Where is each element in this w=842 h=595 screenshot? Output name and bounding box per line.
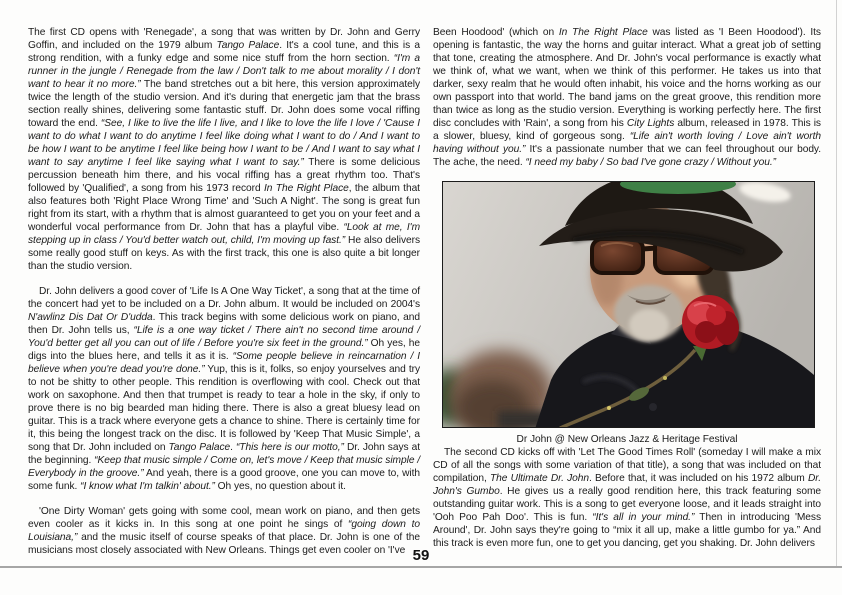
paragraph: The first CD opens with 'Renegade', a song that was written by Dr. John and Gerry Goffin, and included on the 1979 album Tango Palace. It's a cool tune, and this is a strong rendition, with a funky edge and some nice stuff from the horn section. “I'm a runner in the jungle / Renegade from the law / Don't talk to me about morality / I don't want to hear it no more.” The band stretches out a bit here, this version approximately twice the length of the studio version. And it's during that energetic jam that the brass section really shines, delivering some fantastic stuff. Dr. John does some vocal riffing toward the end. “See, I like to live the life I live, and I like to love the life I love / 'Cause I want to do what I want to do anytime I feel like doing what I want to do / And I want to be how I want to be anytime I feel like being how I want to be / And I want to say what I want to say anytime I feel like saying what I want to say.” There is some delicious percussion beneath him there, and his vocal riffing has a great rhythm too. That's followed by 'Qualified', a song from his 1973 record In The Right Place, the album that also features both 'Right Place Wrong Time' and 'Such A Night'. The song is great fun right from its start, with a rhythm that is almost guaranteed to get you on your feet and a wonderful vocal performance from Dr. John that has a playful vibe. “Look at me, I'm stepping up in class / You'd better watch out, child, I'm moving up fast.” He also delivers some really good stuff on keys. As with the first track, this one is also quite a bit longer than the studio version.: [28, 27, 420, 272]
photo-figure: [442, 181, 813, 446]
rose-petal: [695, 321, 717, 343]
dr-john-photo: [442, 181, 815, 428]
footer-divider: [0, 566, 842, 568]
stem-speck: [607, 406, 611, 410]
goatee: [629, 309, 669, 341]
page-number: 59: [412, 547, 430, 564]
shirt-button: [649, 403, 657, 411]
paragraph: Dr. John delivers a good cover of 'Life Is A One Way Ticket', a song that at the time of the concert had yet to be included on a Dr. John album. It would be included on 2004's N'awlinz Dis Dat Or D'udda. This track begins with some delicious work on piano, and then Dr. John tells us, “Life is a one way ticket / There ain't no second time around / You'd better get all you can out of life / Before you're six feet in the ground.” Oh yes, he digs into the blues here, and tells it as it is. “Some people believe in reincarnation / I believe when you're dead you're done.” Yup, this is it, folks, so enjoy yourselves and try to not be shitty to other people. This rendition is overflowing with cool. Check out that work on saxophone. And then that trumpet is ready to tear a hole in the sky, if only to prove there is no big bearded man hiding there. There is also a great bluesy lead on guitar. This is a track where everyone gets a chance to shine. There is certainly time for it, this being the longest track on the disc. It is followed by 'Keep That Music Simple', a song that Dr. John included on Tango Palace. “This here is our motto,” Dr. John says at the beginning. “Keep that music simple / Come on, let's move / Keep that music simple / Everybody in the groove.” And yeah, there is a good groove, one you can move to, with some funk. “I know what I'm talkin' about.” Oh yes, no question about it.: [28, 286, 421, 492]
paragraph: 'One Dirty Woman' gets going with some cool, mean work on piano, and then gets even cooler as it kicks in. In this song at one point he sings of “going down to Louisiana,” and the music itself of course speaks of that place. Dr. John is one of the musicians most closely associated with New Orleans. Things get even cooler on 'I've: [28, 506, 420, 556]
paragraph: The second CD kicks off with 'Let The Good Times Roll' (someday I will make a mix CD of all the songs with some variation of that title), a song that was included on that compilation, The Ultimate Dr. John. Before that, it was included on his 1972 album Dr. John's Gumbo. He gives us a really good rendition here, this track featuring some outstanding guitar work. This is a song to get everyone loose, and it leads straight into 'Ooh Poo Pah Doo'. This is fun. “It's all in your mind.” Then in introducing 'Mess Around', Dr. John says they're going to “mix it all up, make a little gumbo for ya.” And this track is even more fun, one to get you dancing, get you shaking. Dr. John delivers: [433, 447, 821, 549]
dr-john-photo-illustration: [443, 182, 814, 427]
left-column: [28, 26, 420, 557]
scan-edge-line: [836, 0, 837, 566]
paragraph: Been Hoodood' (which on In The Right Place was listed as 'I Been Hoodood'). Its opening is fantastic, the way the horns and guitar interact. What a great job of setting that tone, creating the atmosphere. And Dr. John's vocal performance is exactly what we think of, what we want, when we think of this performer. He takes us into that darker, sexy realm that he would often inhabit, his voice and the horns working as our own passport into that world. The band jams on the great groove, this rendition more than twice as long as the studio version. Everything is working perfectly here. The first disc concludes with 'Rain', a song from his City Lights album, released in 1978. This is a slower, bluesy, kind of gorgeous song. “Life ain't worth loving / Love ain't worth having without you.” It's a passionate number that we can feel throughout our body. The ache, the need. “I need my baby / So bad I've gone crazy / Without you.”: [433, 27, 822, 168]
photo-caption: Dr John @ New Orleans Jazz & Heritage Festival: [516, 434, 738, 445]
right-column: [433, 26, 821, 550]
sunglasses-bridge: [642, 248, 657, 249]
sunglasses-left-lens: [592, 239, 643, 273]
stem-speck: [663, 376, 667, 380]
